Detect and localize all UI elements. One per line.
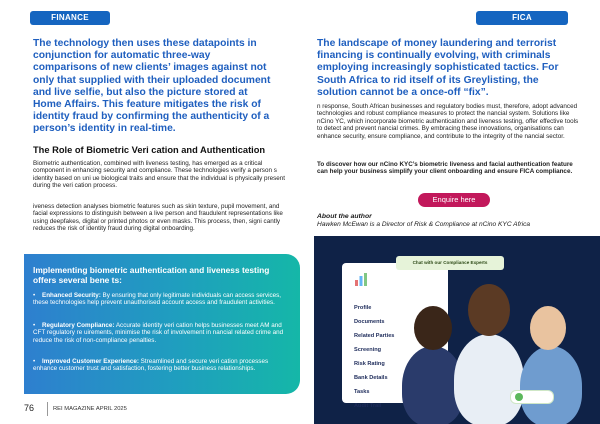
author-text: Hawken McEwan is a Director of Risk & Compliance at nCino KYC Africa [317,221,531,228]
menu-item[interactable]: Profile [354,305,372,311]
menu-item[interactable]: Audit Trail [354,403,382,409]
menu-item[interactable]: Screening [354,347,382,353]
section-heading: The Role of Biometric Veri cation and Authentication [33,145,266,155]
photo-illustration [314,236,600,424]
bullet-icon: • [33,292,36,299]
menu-item[interactable]: Related Parties [354,333,395,339]
menu-item[interactable]: Tasks [354,389,370,395]
right-lead-paragraph: The landscape of money laundering and terrorist financing is continually evolving, with criminals employing increasingly sophisticated tactics. For South Africa to rid itself of its Greylisting, the solution cannot be a once-off “fix”. [317,38,559,98]
right-body-paragraph-1: n response, South African businesses and regulatory bodies must, therefore, adopt advanced technologies and robust compliance measures to protect the nancial system. Solutions like nCino YC, which incorporate biometric authentication and liveness testing, offer effective tools to detect and prevent nancial crimes. By embracing these innovations, organisations can enhance security, ensure compliance, and contribute to the integrity of the nancial sector. [317,103,579,140]
bullet-icon: • [33,322,36,329]
section-tag-finance: FINANCE [30,11,110,25]
benefit-item: • Regulatory Compliance: Accurate identity veri cation helps businesses meet AM and CFT regulatory re uirements, minimise the risk of involvement in nancial related crime and reduce the risk of non-compliance penalties. [33,322,284,344]
footer-divider [47,402,48,416]
bullet-icon: • [33,358,36,365]
footer-publication: REI MAGAZINE APRIL 2025 [53,406,127,412]
section-tag-fica: FICA [476,11,568,25]
benefit-item: • Improved Customer Experience: Streamlined and secure veri cation processes enhance customer trust and satisfaction, fostering better business relationships. [33,358,269,373]
right-body-paragraph-2: To discover how our nCino KYC’s biometric liveness and facial authentication feature can help your business simplify your client onboarding and ensure FICA compliance. [317,161,573,176]
menu-item[interactable]: Bank Details [354,375,388,381]
benefits-heading: Implementing biometric authentication and liveness testing offers several bene ts: [33,265,270,285]
person-figure [454,334,524,424]
check-icon [515,393,523,401]
left-body-paragraph-1: Biometric authentication, combined with liveness testing, has emerged as a critical component in enhancing security and compliance. These technologies verify a person s identity based on uni ue biological traits and ensure that the individual is physically present during the veri cation process. [33,160,286,190]
left-body-paragraph-2: iveness detection analyses biometric features such as skin texture, pupil movement, and facial expressions to distinguish between a live person and fraudulent representations like using deepfakes, digital or printed photos or even masks. This process, then, signi cantly reduces the risk of identity fraud during digital onboarding. [33,203,283,233]
person-head [468,284,510,336]
benefits-panel [24,254,300,394]
menu-item[interactable]: Documents [354,319,385,325]
bar-chart-icon [354,272,368,286]
person-figure [520,346,582,424]
benefit-item: • Enhanced Security: By ensuring that only legitimate individuals can access services, these technologies help prevent unauthorised account access and fraudulent activities. [33,292,282,307]
menu-item[interactable]: Risk Rating [354,361,385,367]
app-menu [354,301,394,413]
chat-label: Chat with our Compliance Experts [396,256,504,270]
approval-check-badge [510,390,554,404]
page-number: 76 [24,403,35,413]
person-head [530,306,566,350]
enquire-button[interactable]: Enquire here [418,193,490,207]
author-heading: About the author [317,213,372,220]
person-head [414,306,452,350]
left-lead-paragraph: The technology then uses these datapoints in conjunction for automatic three-way comparisons of new clients’ images against not only that supplied with their uploaded document and live selfie, but also the picture stored at Home Affairs. This feature mitigates the risk of identity fraud by confirming the authenticity of a person’s identity in real-time. [33,38,271,135]
